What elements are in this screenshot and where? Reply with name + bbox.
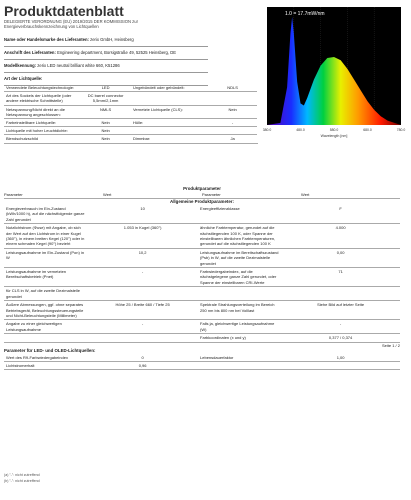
spec-row-cell: Vernetzte Lichtquelle (CLS): — [131, 105, 207, 118]
product-row-cell: 10,2 — [87, 248, 198, 267]
col-value-2: Wert — [301, 192, 310, 197]
regulation-subtitle — [4, 19, 138, 29]
product-row-cell: für CLS in W, auf die zweite Dezimalstelle gerundet — [4, 287, 87, 301]
spec-row-cell: LED — [80, 84, 131, 92]
product-row-cell: 0,377 / 0,374 — [281, 334, 400, 342]
product-row-cell: Äußere Abmessungen, ggf. ohne separates Betriebsgerät, Beleuchtungssteuerungsteile und Nicht-Beleuchtungsteile (Millimeter) — [4, 301, 87, 320]
product-row-cell: 0,00 — [281, 248, 400, 267]
supplier-address-label: Anschrift des Lieferanten: — [4, 50, 56, 55]
product-row — [4, 268, 400, 287]
footnotes — [4, 472, 40, 484]
supplier-name-value: zerix GmbH, Heinsberg — [90, 37, 134, 42]
product-row — [4, 334, 400, 342]
spec-row-cell: - — [207, 119, 258, 127]
product-parameters — [4, 186, 400, 370]
column-headers — [4, 192, 400, 199]
spec-row-cell: DC barrel connector 5,5mm/2,1mm — [80, 92, 131, 105]
product-row-cell: Spektrale Strahlungsverteilung im Bereich 250 nm bis 800 nm bei Volllast — [198, 301, 281, 320]
lightsource-label: Art der Lichtquelle: — [4, 76, 43, 81]
spec-row-cell: Nein — [80, 119, 131, 127]
product-row-cell: Falls ja, gleichwertige Leistungsaufnahme (W) — [198, 320, 281, 334]
product-row-cell: - — [87, 268, 198, 287]
product-row-cell: Höhe 25 / Breite 660 / Tiefe 25 — [87, 301, 198, 320]
spec-row-cell: Blendschutzschild — [4, 135, 80, 143]
spec-table — [4, 84, 258, 144]
supplier-name-label: Name oder Handelsmarke des Lieferanten: — [4, 37, 89, 42]
x-tick-label: 780.0 — [396, 128, 406, 132]
product-row-cell: Energieeffizienzklasse — [198, 205, 281, 224]
led-table — [4, 354, 400, 371]
product-row-cell — [4, 334, 87, 342]
product-row-cell: ähnliche Farbtemperatur, gerundet auf die nächstliegenden 100 K, oder Spanne der einstellbaren ähnlichen Farbtemperaturen, gerundet auf die nächstliegenden 100 K — [198, 224, 281, 249]
led-row-cell: Lichtstromerhalt — [4, 361, 87, 369]
product-row-cell — [198, 287, 281, 301]
product-table — [4, 205, 400, 343]
product-row-cell: Siehe Bild auf letzter Seite — [281, 301, 400, 320]
led-row-cell: Wert des R9-Farbwiedergabeindex — [4, 354, 87, 362]
spec-row-cell: Ungebündelt oder gebündelt: — [131, 84, 207, 92]
spec-row — [4, 92, 258, 105]
led-row — [4, 354, 400, 362]
product-row-cell — [87, 287, 198, 301]
product-row — [4, 224, 400, 249]
led-row-cell: 1,00 — [281, 354, 400, 362]
led-row-cell: 0 — [87, 354, 198, 362]
product-row-cell: 10 — [87, 205, 198, 224]
x-tick-label: 680.0 — [363, 128, 372, 132]
spec-row-cell: Ja — [207, 135, 258, 143]
spec-row-cell — [207, 127, 258, 135]
spec-row-cell: NMLS — [80, 105, 131, 118]
product-row — [4, 205, 400, 224]
spec-row-cell — [131, 127, 207, 135]
led-row-cell — [198, 361, 281, 369]
spec-row-cell: NDLS — [207, 84, 258, 92]
product-row-cell: 4.000 — [281, 224, 400, 249]
general-heading: Allgemeine Produktparameter: — [170, 199, 234, 204]
x-axis-label: Wavelength [nm] — [320, 134, 348, 138]
spec-row-cell: Dimmbar: — [131, 135, 207, 143]
col-parameter-1: Parameter — [4, 192, 23, 197]
product-row-cell — [281, 287, 400, 301]
product-row — [4, 248, 400, 267]
spectrum-chart — [257, 3, 407, 139]
led-row — [4, 361, 400, 369]
product-row-cell: - — [281, 320, 400, 334]
model-row — [4, 60, 208, 73]
spec-row — [4, 84, 258, 92]
spec-row-cell: Nein — [80, 127, 131, 135]
model-value: zerix LED neutral brilliant white 660, K51286 — [37, 63, 120, 68]
product-row — [4, 287, 400, 301]
spec-row-cell: Verwendete Beleuchtungstechnologie: — [4, 84, 80, 92]
product-row-cell: Farbkoordinaten (x und y) — [198, 334, 281, 342]
col-parameter-2: Parameter — [202, 192, 221, 197]
x-tick-label: 580.0 — [329, 128, 339, 132]
spec-row-cell — [207, 92, 258, 105]
product-heading: Produktparameter — [183, 186, 221, 191]
product-row-cell: Angabe zu einer gleichwertigen Leistungsaufnahme — [4, 320, 87, 334]
col-value-1: Wert — [103, 192, 112, 197]
led-row-cell — [281, 361, 400, 369]
spec-row-cell: Art des Sockels der Lichtquelle (oder andere elektrische Schnittstelle) — [4, 92, 80, 105]
spec-row — [4, 105, 258, 118]
model-label: Modellkennung: — [4, 63, 37, 68]
x-tick-label: 480.0 — [296, 128, 305, 132]
page-title: Produktdatenblatt — [4, 3, 124, 19]
product-row-cell: Energieverbrauch im Ein-Zustand (kWh/1000 h), auf die nächstfolgende ganze Zahl gerundet — [4, 205, 87, 224]
led-row-cell: Lebensdauerfaktor — [198, 354, 281, 362]
product-row-cell: Leistungsaufnahme im Bereitschaftszustand (Psb) in W, auf die zweite Dezimalstelle gerundet — [198, 248, 281, 267]
product-row-cell: - — [87, 320, 198, 334]
product-row-cell: 71 — [281, 268, 400, 287]
supplier-address-row — [4, 47, 208, 60]
spec-row-cell: Farbeinstellbare Lichtquelle: — [4, 119, 80, 127]
spec-row-cell: Nein — [80, 135, 131, 143]
spec-row — [4, 135, 258, 143]
product-row-cell: Leistungsaufnahme im Ein-Zustand (Pon) in W — [4, 248, 87, 267]
product-row-cell: F — [281, 205, 400, 224]
spec-row-cell: Nein — [207, 105, 258, 118]
product-row-cell: Farbwiedergabeindex, auf die nächstgelegene ganze Zahl gerundet, oder Spanne der einstellbaren CRI-Werte — [198, 268, 281, 287]
product-row — [4, 301, 400, 320]
spec-row-cell: Hülle: — [131, 119, 207, 127]
subtitle-line-2: Energieverbrauchskennzeichnung von Lichtquellen — [4, 24, 99, 29]
chart-readout: 1.0 = 17.7mW/nm — [285, 11, 325, 17]
supplier-block — [4, 34, 208, 86]
x-tick-label: 380.0 — [262, 128, 272, 132]
product-row-cell: Leistungsaufnahme im vernetzten Bereitschaftsbetrieb (Pnet) — [4, 268, 87, 287]
footnote-1: (a) "-": nicht zutreffend — [4, 473, 40, 477]
spec-row-cell: Lichtquelle mit hoher Leuchtdichte: — [4, 127, 80, 135]
spec-row-cell: Netzspannung/Nicht direkt an die Netzspannung angeschlossen: — [4, 105, 80, 118]
spec-row — [4, 127, 258, 135]
footnote-2: (b) "-": nicht zutreffend — [4, 479, 40, 483]
product-row-cell: Nutzlichtstrom (Φuse) mit Angabe, ob sich der Wert auf den Lichtstrom in einer Kugel (360°), in einem breiten Kegel (120°) oder in einem schmalen Kegel (90°) bezieht — [4, 224, 87, 249]
led-row-cell: 0,96 — [87, 361, 198, 369]
product-row-cell: 1.053 in Kugel (360°) — [87, 224, 198, 249]
product-row — [4, 320, 400, 334]
spec-row — [4, 119, 258, 127]
spec-row-cell — [131, 92, 207, 105]
subtitle-line-1: DELEGIERTE VERORDNUNG (EU) 2019/2015 DER KOMMISSION zur — [4, 19, 138, 24]
page-marker: Seite 1 / 2 — [381, 342, 400, 348]
led-heading: Parameter für LED- und OLED-Lichtquellen: — [4, 347, 96, 353]
supplier-address-value: Engineering department, Borsigstraße 49, 52525 Heinsberg, DE — [57, 50, 177, 55]
product-row-cell — [87, 334, 198, 342]
supplier-name-row — [4, 34, 208, 47]
